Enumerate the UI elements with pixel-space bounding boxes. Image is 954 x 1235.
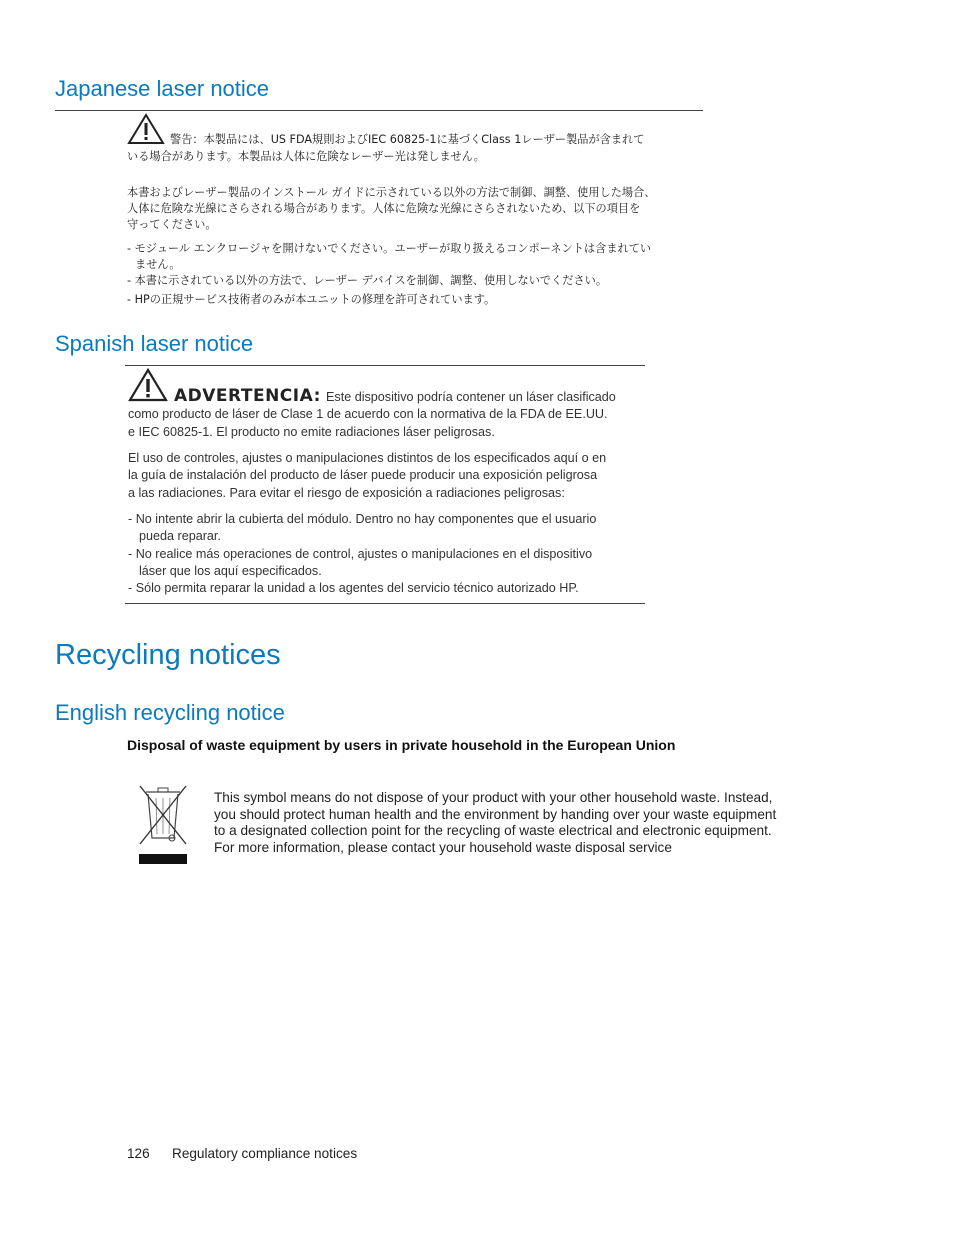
jp-list-item-2: - 本書に示されている以外の方法で、レーザー デバイスを制御、調整、使用しないでください。 xyxy=(127,274,608,287)
spanish-laser-notice-heading: Spanish laser notice xyxy=(55,331,254,356)
jp-warning-line-1: 警告：本製品には、US FDA規則およびIEC 60825-1に基づくClass 1レーザー製品が含まれて xyxy=(170,133,645,146)
jp-paragraph-line-3: 守ってください。 xyxy=(127,218,217,231)
jp-list-item-3: - HPの正規サービス技術者のみが本ユニットの修理を許可されています。 xyxy=(127,293,496,306)
es-list-item-2-cont: láser que los aquí especificados. xyxy=(139,564,322,578)
recycling-text-line-4: For more information, please contact your household waste disposal service xyxy=(214,840,672,855)
es-list-item-2: - No realice más operaciones de control, ajustes o manipulaciones en el dispositivo xyxy=(128,547,593,561)
page-number: 126 xyxy=(127,1146,150,1161)
section-rule xyxy=(125,603,645,604)
es-list-item-3: - Sólo permita reparar la unidad a los agentes del servicio técnico autorizado HP. xyxy=(128,581,579,595)
jp-list-item-1-cont: ません。 xyxy=(135,258,181,271)
footer-chapter-title: Regulatory compliance notices xyxy=(172,1146,358,1161)
recycling-text-line-3: to a designated collection point for the recycling of waste electrical and electronic equipment. xyxy=(214,823,772,838)
es-warning-line-1: Este dispositivo podría contener un láser clasificado xyxy=(326,390,616,404)
es-warning-line-3: e IEC 60825-1. El producto no emite radiaciones láser peligrosas. xyxy=(128,425,495,439)
recycling-subheading: Disposal of waste equipment by users in private household in the European Union xyxy=(127,737,676,753)
es-warning-label: ADVERTENCIA: xyxy=(174,386,321,406)
japanese-laser-notice-heading: Japanese laser notice xyxy=(55,76,270,101)
warning-triangle-icon xyxy=(127,113,165,149)
section-rule xyxy=(55,110,703,111)
es-paragraph-line-2: la guía de instalación del producto de láser puede producir una exposición peligrosa xyxy=(128,468,598,482)
recycling-text-line-1: This symbol means do not dispose of your product with your other household waste. Instead, xyxy=(214,790,773,805)
recycling-text-line-2: you should protect human health and the environment by handing over your waste equipment xyxy=(214,807,777,822)
crossed-out-wheelie-bin-icon xyxy=(136,782,190,872)
es-warning-line-2: como producto de láser de Clase 1 de acuerdo con la normativa de la FDA de EE.UU. xyxy=(128,407,608,421)
es-list-item-1: - No intente abrir la cubierta del módulo. Dentro no hay componentes que el usuario xyxy=(128,512,597,526)
warning-triangle-icon xyxy=(128,368,168,406)
jp-warning-line-2: いる場合があります。本製品は人体に危険なレーザー光は発しません。 xyxy=(127,150,485,163)
es-list-item-1-cont: pueda reparar. xyxy=(139,529,221,543)
english-recycling-notice-heading: English recycling notice xyxy=(55,700,285,725)
jp-paragraph-line-1: 本書およびレーザー製品のインストール ガイドに示されている以外の方法で制御、調整、使用した場合、 xyxy=(127,186,656,199)
jp-paragraph-line-2: 人体に危険な光線にさらされる場合があります。人体に危険な光線にさらされないため、以下の項目を xyxy=(127,202,641,215)
es-paragraph-line-1: El uso de controles, ajustes o manipulaciones distintos de los especificados aquí o en xyxy=(128,451,607,465)
section-rule xyxy=(125,365,645,366)
jp-list-item-1: - モジュール エンクロージャを開けないでください。ユーザーが取り扱えるコンポーネントは含まれてい xyxy=(127,242,652,255)
es-paragraph-line-3: a las radiaciones. Para evitar el riesgo de exposición a radiaciones peligrosas: xyxy=(128,486,565,500)
recycling-notices-title: Recycling notices xyxy=(55,639,281,671)
